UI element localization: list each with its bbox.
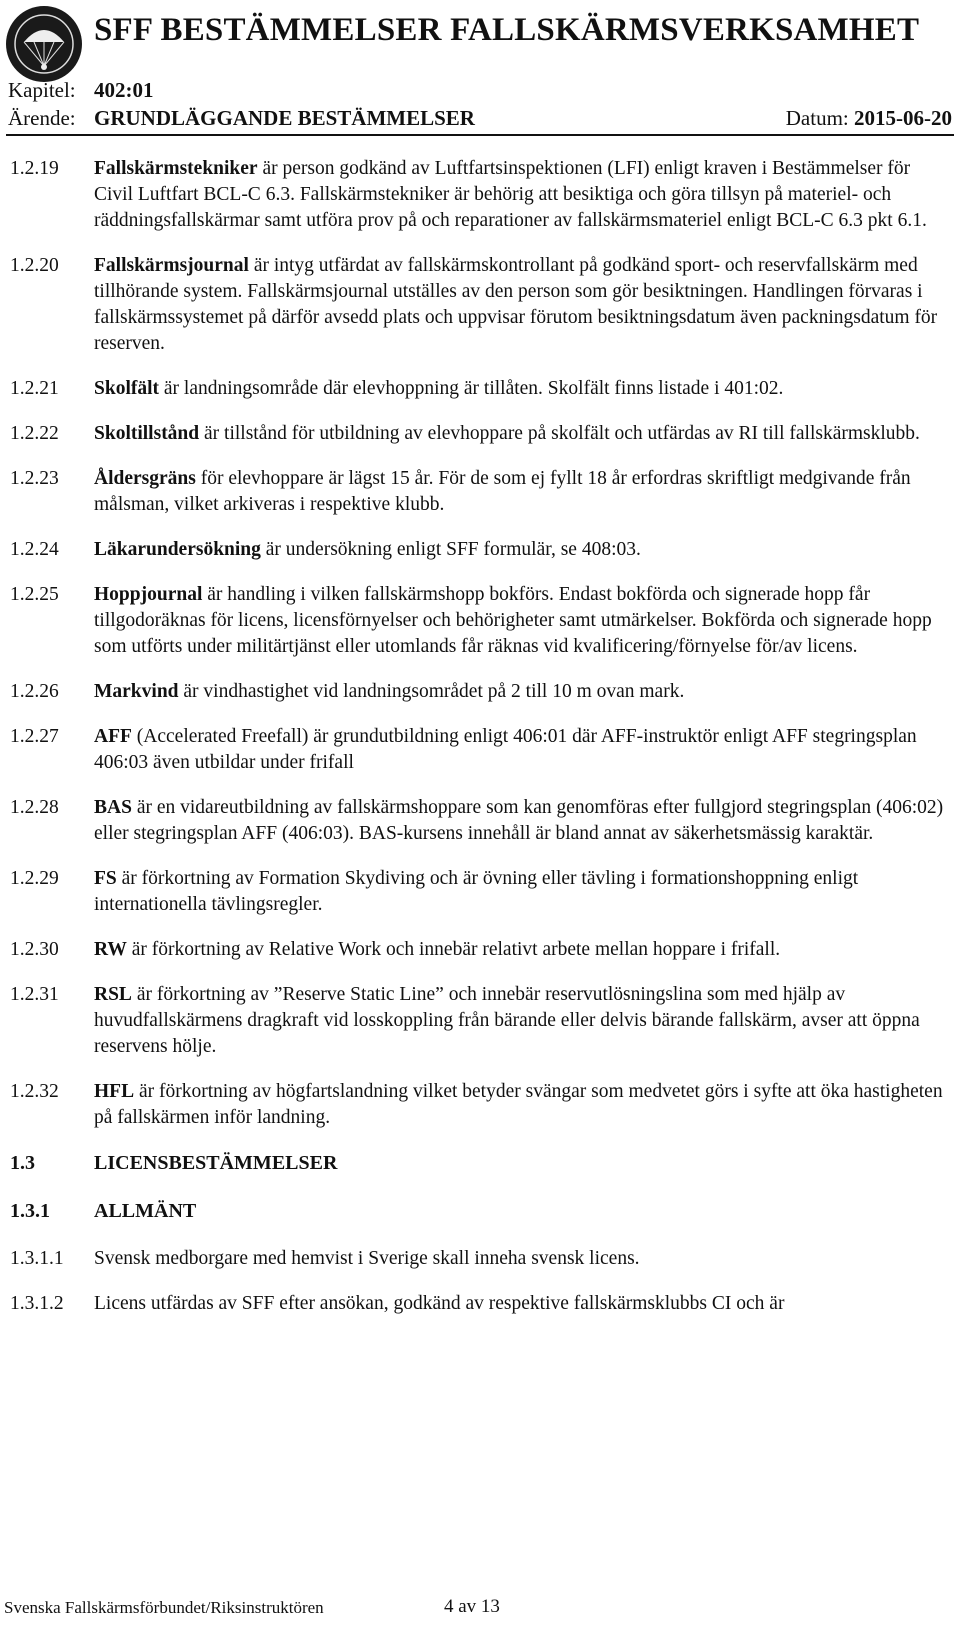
subsection-title: ALLMÄNT: [94, 1200, 197, 1222]
entry-text: Svensk medborgare med hemvist i Sverige skall inneha svensk licens.: [94, 1248, 640, 1269]
rule-entry: [0, 1291, 960, 1317]
entry-text: är undersökning enligt SFF formulär, se 408:03.: [260, 539, 641, 560]
entry-text: är en vidareutbildning av fallskärmshoppare som kan genomföras efter fullgjord stegringsplan (406:02) eller stegringsplan AFF (406:03). BAS-kursens innehåll är bland annat av säkerhetsmässig karaktär.: [94, 797, 944, 844]
parachute-emblem-icon: [6, 6, 82, 82]
entry-term: Markvind: [94, 681, 179, 702]
entry-number: 1.2.26: [10, 681, 59, 702]
chapter-label: Kapitel:: [8, 78, 76, 102]
date-label: Datum:: [785, 106, 849, 130]
document-header: [0, 0, 960, 136]
definition-entry: [0, 253, 960, 357]
rule-entry: [0, 1246, 960, 1272]
subsection-number: 1.3.1: [10, 1200, 50, 1222]
definition-entry: [0, 866, 960, 918]
definition-entry: [0, 582, 960, 660]
definition-entry: [0, 466, 960, 518]
entry-text: är handling i vilken fallskärmshopp bokförs. Endast bokförda och signerade hopp får tillgodoräknas för licens, licensförnyelser och behörigheter samt utmärkelser. Bokförda och signerade hopp som utförts under militärtjänst eller utomlands får räknas vid kvalificering/förnyelse för/av licens.: [94, 584, 932, 657]
entry-text: är person godkänd av Luftfartsinspektionen (LFI) enligt kraven i Bestämmelser för Civil Luftfart BCL-C 6.3. Fallskärmstekniker är behörig att besiktiga och göra tillsyn på materiel- och räddningsfallskärmar samt utföra prov på och reparationer av fallskärmsmateriel enligt BCL-C 6.3 pkt 6.1.: [94, 158, 927, 231]
entry-text: är förkortning av Relative Work och innebär relativt arbete mellan hoppare i frifall.: [126, 939, 781, 960]
entry-term: Fallskärmstekniker: [94, 158, 258, 179]
entry-term: RW: [94, 939, 127, 960]
entry-text: är tillstånd för utbildning av elevhoppare på skolfält och utfärdas av RI till fallskärmsklubb.: [199, 423, 920, 444]
entry-text: (Accelerated Freefall) är grundutbildning enligt 406:01 där AFF-instruktör enligt AFF stegringsplan 406:03 även utbildar under frifall: [94, 726, 917, 773]
subject-label: Ärende:: [8, 106, 76, 130]
entry-term: Skoltillstånd: [94, 423, 200, 444]
definition-entry: [0, 937, 960, 963]
entry-term: RSL: [94, 984, 132, 1005]
subject-value: GRUNDLÄGGANDE BESTÄMMELSER: [94, 106, 475, 130]
entry-term: Åldersgräns: [94, 468, 196, 489]
entry-term: AFF: [94, 726, 132, 747]
definition-entry: [0, 376, 960, 402]
entry-number: 1.2.30: [10, 939, 59, 960]
entry-number: 1.2.29: [10, 868, 59, 889]
entry-number: 1.2.19: [10, 158, 59, 179]
definition-entry: [0, 982, 960, 1060]
definition-entry: [0, 679, 960, 705]
definition-entry: [0, 537, 960, 563]
document-title: SFF BESTÄMMELSER FALLSKÄRMSVERKSAMHET: [94, 12, 920, 48]
document-footer: [4, 1596, 500, 1618]
definition-entry: [0, 156, 960, 234]
entry-number: 1.3.1.1: [10, 1248, 64, 1269]
entry-number: 1.2.20: [10, 255, 59, 276]
section-title: LICENSBESTÄMMELSER: [94, 1152, 338, 1174]
entry-term: FS: [94, 868, 117, 889]
chapter-value: 402:01: [94, 78, 154, 102]
entry-number: 1.2.31: [10, 984, 59, 1005]
section-number: 1.3: [10, 1152, 35, 1174]
definition-entry: [0, 1079, 960, 1131]
footer-organization: Svenska Fallskärmsförbundet/Riksinstruktören: [4, 1598, 324, 1617]
definition-entry: [0, 724, 960, 776]
section-heading: [0, 1150, 960, 1176]
definition-entry: [0, 795, 960, 847]
chapter-line: [8, 78, 154, 103]
entry-term: Skolfält: [94, 378, 160, 399]
entry-text: är landningsområde där elevhoppning är tillåten. Skolfält finns listade i 401:02.: [159, 378, 784, 399]
entry-number: 1.2.32: [10, 1081, 59, 1102]
entry-term: Fallskärmsjournal: [94, 255, 249, 276]
entry-number: 1.2.28: [10, 797, 59, 818]
entry-number: 1.2.21: [10, 378, 59, 399]
entry-number: 1.2.22: [10, 423, 59, 444]
entry-term: Läkarundersökning: [94, 539, 261, 560]
subject-line: [8, 106, 475, 131]
entry-text: är förkortning av ”Reserve Static Line” och innebär reservutlösningslina som med hjälp av huvudfallskärmens dragkraft vid losskoppling från bärande eller delvis bärande fallskärm, avser att öppna reservens hölje.: [94, 984, 920, 1057]
entry-text: Licens utfärdas av SFF efter ansökan, godkänd av respektive fallskärmsklubbs CI och är: [94, 1293, 785, 1314]
entry-term: Hoppjournal: [94, 584, 203, 605]
subsection-heading: [0, 1198, 960, 1224]
entry-number: 1.2.25: [10, 584, 59, 605]
entry-term: HFL: [94, 1081, 135, 1102]
entry-number: 1.2.24: [10, 539, 59, 560]
entry-number: 1.3.1.2: [10, 1293, 64, 1314]
entry-text: är förkortning av högfartslandning vilket betyder svängar som medvetet görs i syfte att öka hastigheten på fallskärmen inför landning.: [94, 1081, 943, 1128]
entry-text: är vindhastighet vid landningsområdet på 2 till 10 m ovan mark.: [178, 681, 685, 702]
date-value: 2015-06-20: [854, 106, 952, 130]
header-divider: [6, 134, 954, 136]
entry-text: är förkortning av Formation Skydiving och är övning eller tävling i formationshoppning enligt internationella tävlingsregler.: [94, 868, 859, 915]
entry-number: 1.2.23: [10, 468, 59, 489]
entry-number: 1.2.27: [10, 726, 59, 747]
page-number: 4 av 13: [444, 1596, 500, 1617]
entry-text: är intyg utfärdat av fallskärmskontrollant på godkänd sport- och reservfallskärm med tillhörande system. Fallskärmsjournal utställes av den person som gör besiktningen. Handlingen förvaras i fallskärmssystemet på därför avsedd plats och uppvisar förutom besiktningsdatum även packningsdatum för reserven.: [94, 255, 938, 354]
entry-term: BAS: [94, 797, 132, 818]
entry-text: för elevhoppare är lägst 15 år. För de som ej fyllt 18 år erfordras skriftligt medgivande från målsman, vilket arkiveras i respektive klubb.: [94, 468, 911, 515]
definition-entry: [0, 421, 960, 447]
date-line: [786, 106, 952, 131]
document-body: [0, 156, 960, 1336]
